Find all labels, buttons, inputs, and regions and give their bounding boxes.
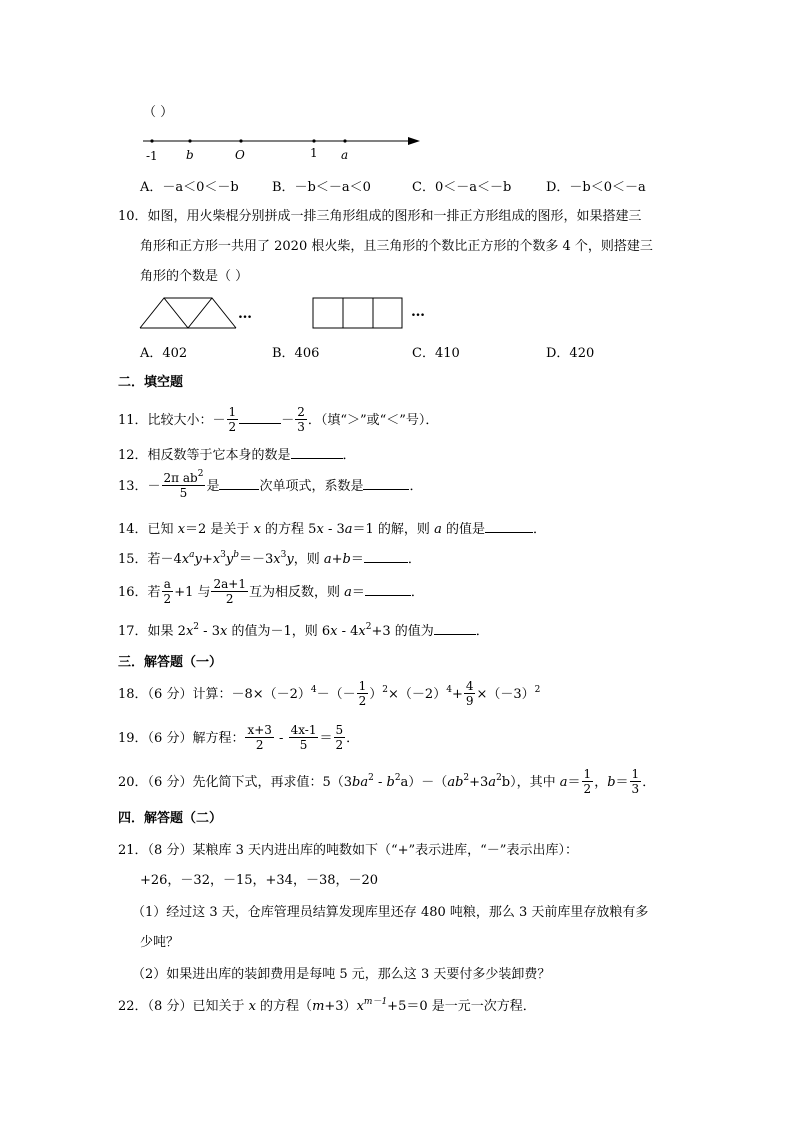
- q21-part-2: （2）如果进出库的装卸费用是每吨 5 元，那么这 3 天要付多少装卸费？: [132, 967, 551, 982]
- q10-option-d[interactable]: D．420: [546, 346, 595, 361]
- q10-option-b[interactable]: B．406: [272, 346, 320, 361]
- q22: 22．（8 分）已知关于 x 的方程$(m+3)x^{m-1}+5=0$ 是一元一次方程．: [118, 997, 536, 1014]
- q13-blank-coefficient[interactable]: [363, 477, 409, 490]
- q19: 19．（6 分）解方程： $\frac{x+3}{2}$ - $\frac{4x-1}{5}$ ＝ $\frac{5}{2}$ ．: [118, 723, 360, 752]
- square-ellipsis: …: [411, 304, 425, 320]
- q9-option-c[interactable]: C．0＜－a＜－b: [412, 180, 512, 195]
- q18-fraction-1: $\frac{1}{2}$: [358, 679, 367, 708]
- label-a: a: [341, 148, 349, 162]
- section-2-title: 二．填空题: [118, 375, 184, 390]
- q14-blank[interactable]: [485, 520, 533, 533]
- q10-line-1: 10．如图，用火柴棍分别拼成一排三角形组成的图形和一排正方形组成的图形，如果搭建三: [118, 209, 642, 224]
- q11-fraction-1: $\frac{1}{2}$: [228, 405, 237, 434]
- q19-fraction-1: $\frac{x+3}{2}$: [247, 723, 272, 752]
- q11-fraction-2: $\frac{2}{3}$: [297, 405, 305, 434]
- q20-fraction-b: $\frac{1}{3}$: [631, 767, 640, 796]
- q10-option-c[interactable]: C．410: [412, 346, 460, 361]
- triangle-ellipsis: …: [238, 306, 252, 322]
- label-origin: O: [235, 148, 245, 162]
- q9-answer-paren: （ ）: [143, 105, 174, 120]
- q12-blank[interactable]: [291, 446, 343, 459]
- q11: 11．比较大小：－ $\frac{1}{2}$ － $\frac{2}{3}$ ．（填“＞”或“＜”号）．: [118, 405, 439, 434]
- q16-fraction-1: $\frac{a}{2}$: [163, 577, 172, 606]
- label-one: 1: [310, 146, 318, 160]
- q14: 14．已知 x＝2 是关于 x 的方程 5x - 3a＝1 的解，则 a 的值是 ．: [118, 522, 546, 537]
- q13-blank-degree[interactable]: [219, 477, 259, 490]
- section-3-title: 三．解答题（一）: [118, 655, 223, 670]
- q16-blank[interactable]: [365, 583, 411, 596]
- matchstick-figures: [0, 0, 794, 340]
- q13-fraction: $\frac{2\pi ab^2}{5}$: [163, 469, 204, 500]
- q11-blank[interactable]: [239, 411, 281, 424]
- q13: 13．－ $\frac{2\pi ab^2}{5}$ 是 次单项式，系数是 ．: [118, 469, 423, 500]
- q9-option-a[interactable]: A．－a＜0＜－b: [140, 180, 239, 195]
- triangle-figure: [140, 298, 236, 328]
- label-b: b: [186, 148, 194, 162]
- q10-line-3: 角形的个数是（ ）: [140, 269, 249, 284]
- q21-part-1: （1）经过这 3 天，仓库管理员结算发现库里还存 480 吨粮，那么 3 天前库里存放粮有多: [132, 905, 649, 920]
- q19-fraction-3: $\frac{5}{2}$: [335, 723, 344, 752]
- q20: 20．（6 分）先化简下式，再求值：$5(3ba^2 - b^2a)-(ab^2+3a^2b)$，其中 a＝ $\frac{1}{2}$ ，b＝ $\frac{1}{3}$ ．: [118, 767, 656, 796]
- q21-data: +26，－32，－15，+34，－38，－20: [140, 873, 379, 888]
- section-4-title: 四．解答题（二）: [118, 811, 223, 826]
- q16: 16．若 $\frac{a}{2}$ +1 与 $\frac{2a+1}{2}$ 互为相反数，则 a＝ ．: [118, 577, 424, 606]
- q10-option-a[interactable]: A．402: [140, 346, 188, 361]
- q20-fraction-a: $\frac{1}{2}$: [583, 767, 592, 796]
- q18-fraction-2: $\frac{4}{9}$: [465, 679, 474, 708]
- q10-line-2: 角形和正方形一共用了 2020 根火柴，且三角形的个数比正方形的个数多 4 个，则搭建三: [140, 239, 653, 254]
- q15: 15．若$-4x^ay+x^3y^b=-3x^3y$，则 a+b＝ ．: [118, 550, 421, 567]
- q21-part-1-cont: 少吨？: [140, 935, 180, 950]
- q18: 18．（6 分）计算：$-8\times(-2)^4-(-$ $\frac{1}{2}$ ）$^2\times(-2)^4+$ $\frac{4}{9}$ $\times(-3)^2$: [118, 679, 541, 708]
- q21-line-1: 21．（8 分）某粮库 3 天内进出库的吨数如下（“+”表示进库，“－”表示出库）：: [118, 843, 578, 858]
- q17-blank[interactable]: [434, 622, 476, 635]
- q15-blank[interactable]: [364, 550, 408, 563]
- q17: 17．如果 $2x^2 - 3x$ 的值为－1，则 $6x - 4x^2+3$ 的值为 ．: [118, 622, 489, 639]
- q16-fraction-2: $\frac{2a+1}{2}$: [213, 577, 246, 606]
- q19-fraction-2: $\frac{4x-1}{5}$: [290, 723, 317, 752]
- label-neg1: -1: [146, 149, 158, 163]
- q12: 12．相反数等于它本身的数是 ．: [118, 448, 356, 463]
- q9-option-b[interactable]: B．－b＜－a＜0: [272, 180, 371, 195]
- q9-option-d[interactable]: D．－b＜0＜－a: [546, 180, 646, 195]
- square-figure: [313, 298, 402, 328]
